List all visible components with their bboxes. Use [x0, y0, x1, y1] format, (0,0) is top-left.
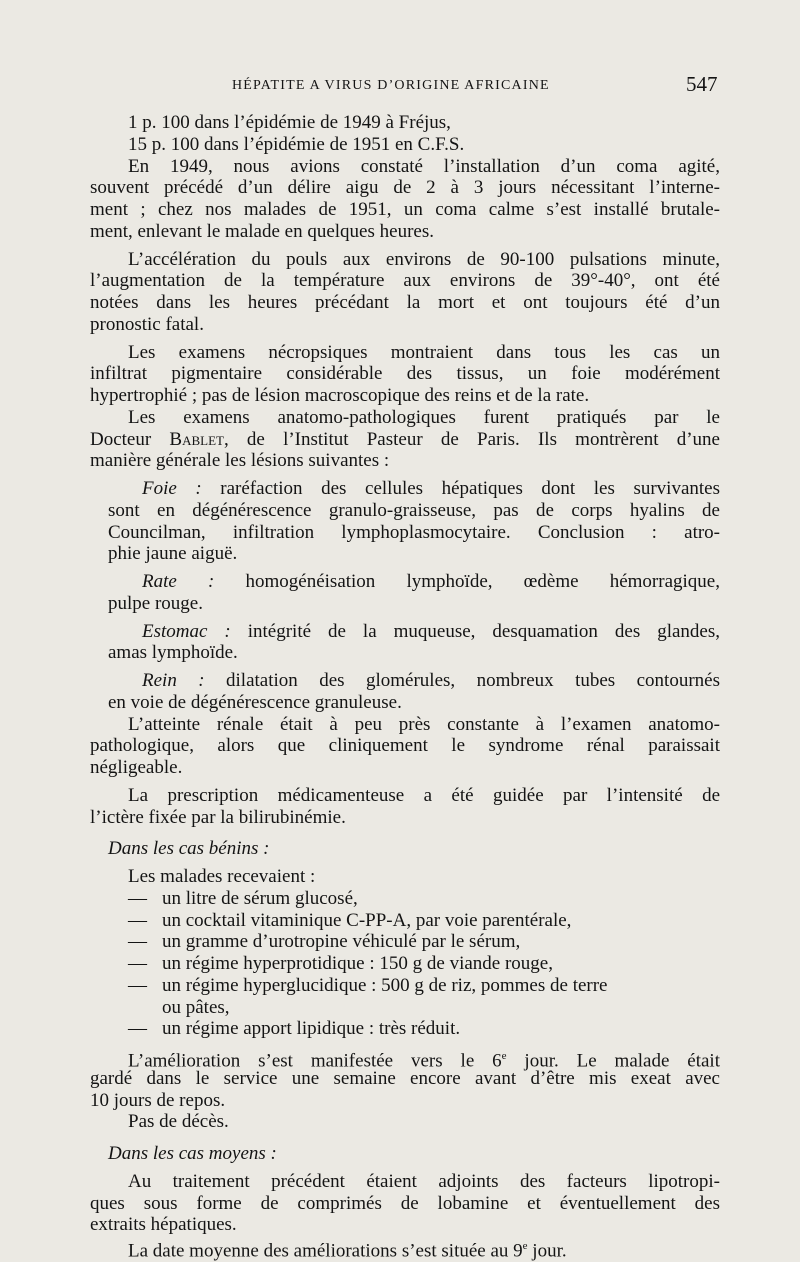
dash: — [128, 974, 147, 996]
lesion-label: Estomac : [142, 620, 231, 642]
list-item-text: un gramme d’urotropine véhiculé par le sérum, [162, 931, 521, 953]
text-line: 10 jours de repos. [90, 1089, 226, 1111]
text-line: hypertrophié ; pas de lésion macroscopique des reins et de la rate. [90, 385, 590, 406]
text-line: L’accélération du pouls aux environs de 90-100 pulsations minute, [128, 248, 720, 270]
text-line: ques sous forme de comprimés de lobamine et éventuellement des [90, 1192, 720, 1214]
page-number: 547 [686, 72, 718, 96]
text-line: en voie de dégénérescence granuleuse. [108, 691, 402, 713]
list-item-text: un régime hyperglucidique : 500 g de riz, pommes de terre [162, 974, 608, 996]
lesion-rein [90, 670, 720, 714]
text-fragment: raréfaction des cellules hépatiques dont les survivantes [201, 478, 720, 499]
text-line: Les examens nécropsiques montraient dans tous les cas un [128, 341, 720, 363]
text-fragment: intégrité de la muqueuse, desquamation des glandes, [230, 620, 721, 642]
paragraph-pouls [90, 249, 720, 336]
text-line: pulpe rouge. [108, 592, 203, 614]
text-line: manière générale les lésions suivantes : [90, 450, 390, 472]
text-fragment: , de l’Institut Pasteur de Paris. Ils montrèrent d’une [223, 428, 720, 450]
list-item [90, 975, 720, 997]
superscript: e [501, 1050, 507, 1062]
dash: — [128, 931, 147, 953]
lesion-label: Foie : [142, 478, 202, 499]
text-line: négligeable. [90, 757, 183, 778]
text-line: sont en dégénérescence granulo-graisseuse, pas de corps hyalins de [108, 499, 720, 521]
section-heading-benins: Dans les cas bénins : [108, 838, 270, 860]
dash: — [128, 887, 147, 909]
lesion-foie [90, 478, 720, 565]
list-item-text: un cocktail vitaminique C-PP-A, par voie parentérale, [162, 909, 572, 931]
text-line [90, 1046, 720, 1072]
text-line [90, 1236, 720, 1262]
list-item-continuation: ou pâtes, [162, 996, 230, 1018]
text-line: l’ictère fixée par la bilirubinémie. [90, 806, 346, 828]
text-line: Les malades recevaient : [128, 866, 316, 887]
stat-line: 15 p. 100 dans l’épidémie de 1951 en C.F.S. [128, 133, 465, 155]
text-line: Councilman, infiltration lymphoplasmocytaire. Conclusion : atro- [108, 521, 720, 543]
lesion-label: Rein : [142, 670, 205, 691]
text-line: Au traitement précédent étaient adjoints des facteurs lipotropi- [128, 1170, 720, 1192]
text-line: notées dans les heures précédant la mort et ont toujours été d’un [90, 292, 720, 313]
text-line [90, 621, 720, 643]
text-line: gardé dans le service une semaine encore avant d’être mis exeat avec [90, 1067, 720, 1089]
author-name: Bablet [169, 428, 224, 450]
list-item [90, 910, 720, 932]
page-body [90, 112, 721, 1262]
paragraph-renal [90, 714, 720, 779]
text-line: phie jaune aiguë. [108, 543, 238, 565]
text-line: extraits hépatiques. [90, 1214, 237, 1236]
text-fragment: jour. [527, 1240, 567, 1262]
treatment-list [90, 866, 720, 1040]
text-line [90, 478, 720, 500]
text-fragment: homogénéisation lymphoïde, œdème hémorragique, [214, 571, 720, 592]
text-line [90, 429, 720, 451]
paragraph-coma [90, 156, 720, 243]
text-line: souvent précédé d’un délire aigu de 2 à 3 jours nécessitant l’interne- [90, 177, 720, 199]
list-item-text: un régime hyperprotidique : 150 g de viande rouge, [162, 953, 553, 974]
text-line: La prescription médicamenteuse a été guidée par l’intensité de [128, 784, 720, 806]
paragraph-amelioration [90, 1046, 720, 1133]
paragraph-moyens [90, 1170, 720, 1262]
text-fragment: La date moyenne des améliorations s’est située au 9 [128, 1240, 523, 1262]
text-line: infiltrat pigmentaire considérable des tissus, un foie modérément [90, 363, 720, 385]
paragraph-prescription [90, 785, 720, 829]
text-line: pronostic fatal. [90, 313, 204, 335]
text-line: ment ; chez nos malades de 1951, un coma calme s’est installé brutale- [90, 199, 720, 220]
text-line: Les examens anatomo-pathologiques furent pratiqués par le [128, 406, 720, 428]
paragraph-necropsie [90, 342, 720, 407]
list-item-text: un litre de sérum glucosé, [162, 887, 358, 909]
section-heading-moyens: Dans les cas moyens : [108, 1143, 277, 1164]
text-line: l’augmentation de la température aux environs de 39°-40°, ont été [90, 270, 720, 292]
running-title: HÉPATITE A VIRUS D’ORIGINE AFRICAINE [232, 78, 550, 93]
list-item [90, 931, 720, 953]
text-line: L’atteinte rénale était à peu près constante à l’examen anatomo- [128, 713, 720, 735]
text-line: amas lymphoïde. [108, 642, 238, 664]
dash: — [128, 953, 147, 974]
lesion-estomac [90, 621, 720, 665]
text-line: En 1949, nous avions constaté l’installation d’un coma agité, [128, 155, 720, 177]
text-fragment: L’amélioration s’est manifestée vers le 6 [128, 1050, 502, 1072]
text-line: ment, enlevant le malade en quelques heures. [90, 220, 434, 242]
text-line [90, 571, 720, 593]
list-item [90, 953, 720, 975]
text-fragment: Docteur [90, 428, 170, 450]
text-line [90, 670, 720, 692]
text-fragment: jour. Le malade était [506, 1050, 720, 1072]
text-fragment: dilatation des glomérules, nombreux tubes contournés [204, 670, 720, 691]
lesion-label: Rate : [142, 571, 215, 592]
text-line: Pas de décès. [128, 1111, 229, 1133]
paragraph-anapath [90, 407, 720, 472]
mortality-stats [90, 112, 720, 156]
page-header [0, 72, 800, 102]
list-item [90, 1018, 720, 1040]
list-item-text: un régime apport lipidique : très réduit. [162, 1018, 461, 1040]
dash: — [128, 909, 147, 931]
superscript: e [522, 1240, 528, 1252]
lesion-rate [90, 571, 720, 615]
text-line: pathologique, alors que cliniquement le syndrome rénal paraissait [90, 735, 720, 757]
dash: — [128, 1018, 147, 1040]
stat-line: 1 p. 100 dans l’épidémie de 1949 à Fréjus, [128, 112, 451, 133]
list-item [90, 888, 720, 910]
